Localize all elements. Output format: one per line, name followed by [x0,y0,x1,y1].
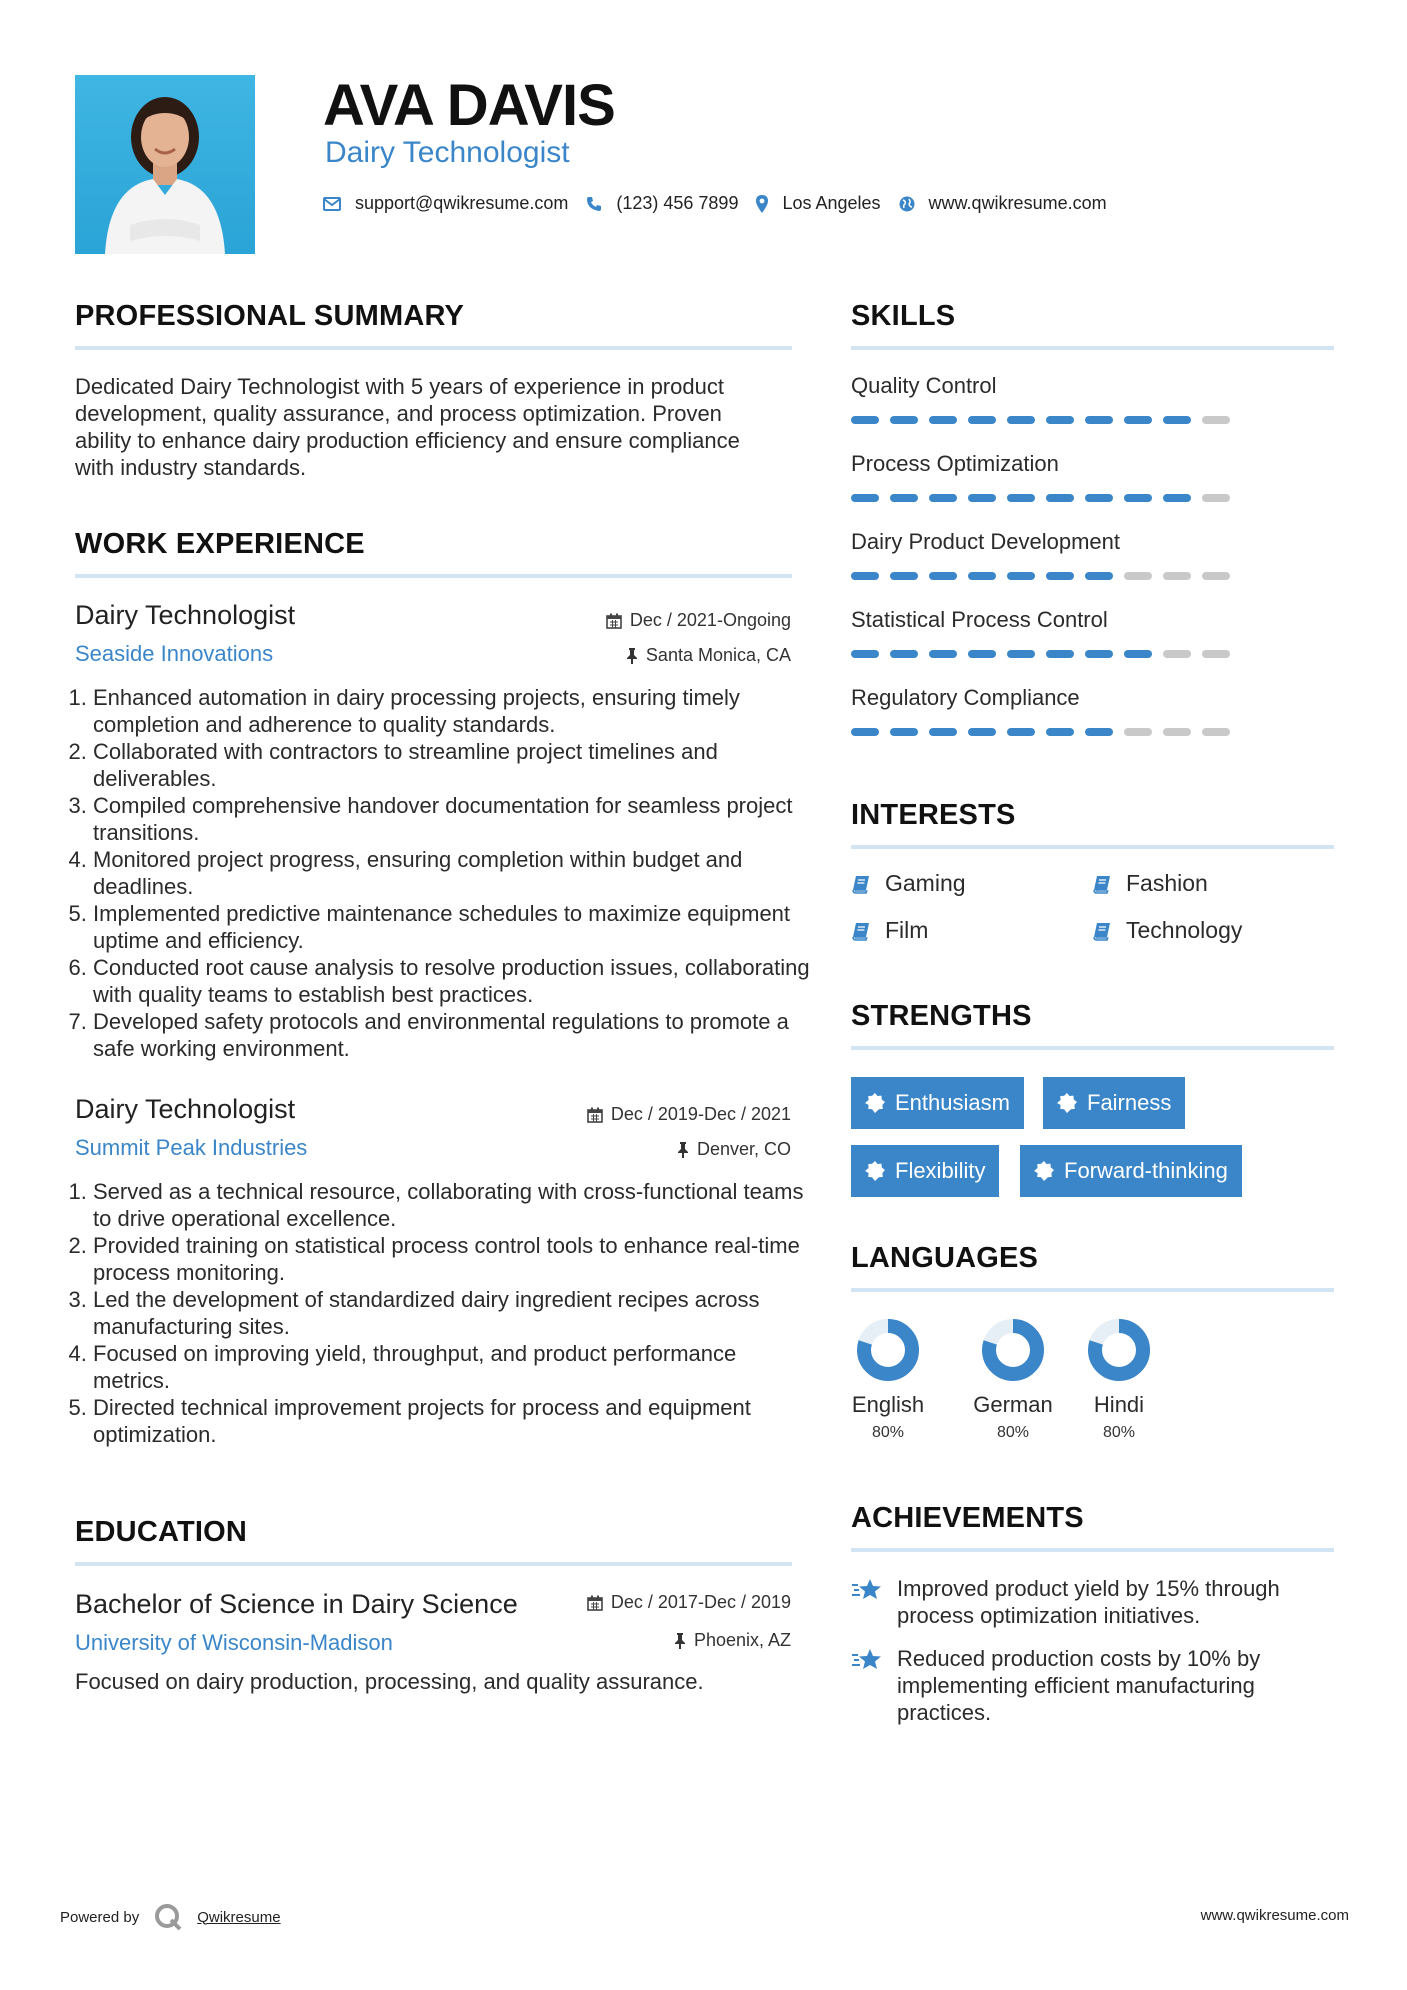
list-item: 5. Directed technical improvement projects for process and equipment optimization. [93,1394,810,1448]
skill-dash [1163,650,1191,658]
list-item: 1. Served as a technical resource, collaborating with cross-functional teams to drive operational excellence. [93,1178,810,1232]
skill-dash [1163,572,1191,580]
globe-icon [899,196,915,212]
skill-dash [968,572,996,580]
skill-item [851,607,1334,685]
skill-dash [1046,494,1074,502]
skill-meter [851,416,1334,424]
skill-dash [1085,494,1113,502]
languages-divider [851,1288,1334,1292]
contact-phone[interactable]: (123) 456 7899 [616,193,739,213]
strengths-heading: STRENGTHS [851,1000,1032,1032]
summary-line: with industry standards. [75,455,307,480]
skill-dash [1046,650,1074,658]
education-divider [75,1562,792,1566]
interest-item [1092,917,1242,944]
skill-dash [1046,416,1074,424]
skill-dash [890,494,918,502]
list-item: 3. Compiled comprehensive handover documentation for seamless project transitions. [93,792,810,846]
summary-line: development, quality assurance, and process optimization. Proven [75,401,722,426]
contact-location: Los Angeles [782,193,881,213]
job-bullets [75,1178,810,1448]
skill-dash [1007,650,1035,658]
achievement-item [851,1575,1334,1629]
skill-dash [1085,728,1113,736]
achievement-line: Improved product yield by 15% through [897,1576,1280,1601]
language-ring [981,1318,1045,1382]
email-icon [323,197,341,211]
skill-label: Process Optimization [851,451,1059,476]
star-award-icon [851,1577,883,1603]
achievement-line: implementing efficient manufacturing [897,1673,1255,1698]
job-location [626,645,791,666]
achievement-text [897,1645,1260,1726]
skill-label: Regulatory Compliance [851,685,1080,710]
skill-dash [1007,416,1035,424]
strength-tag [1020,1145,1242,1197]
strength-tag [1043,1077,1185,1129]
skill-dash [1202,728,1230,736]
interest-item [1092,870,1208,897]
skill-dash [851,728,879,736]
achievements-divider [851,1548,1334,1552]
candidate-title: Dairy Technologist [325,136,570,169]
list-item: 1. Enhanced automation in dairy processing projects, ensuring timely completion and adherence to quality standards. [93,684,810,738]
job-title: Dairy Technologist [75,600,296,630]
skill-item [851,373,1334,451]
languages-heading: LANGUAGES [851,1242,1039,1274]
skill-meter [851,650,1334,658]
education-degree: Bachelor of Science in Dairy Science [75,1589,518,1619]
profile-photo [75,75,255,254]
skill-dash [1124,494,1152,502]
skills-heading: SKILLS [851,300,956,332]
interest-label: Film [885,917,929,943]
language-item [851,1318,925,1442]
language-percent: 80% [996,1424,1030,1441]
education-dates-text: Dec / 2017-Dec / 2019 [610,1592,791,1612]
person-portrait-icon [75,75,255,254]
skill-label: Dairy Product Development [851,529,1121,554]
job-bullets [75,684,810,1062]
skill-dash [890,650,918,658]
skill-dash [1202,650,1230,658]
location-pin-icon [756,195,768,213]
list-item: 6. Conducted root cause analysis to resolve production issues, collaborating with quality teams to establish best practices. [93,954,810,1008]
badge-icon [1057,1093,1077,1113]
skill-dash [968,650,996,658]
language-item [1088,1318,1150,1442]
skill-dash [968,416,996,424]
education-heading: EDUCATION [75,1516,248,1548]
footer-website[interactable]: www.qwikresume.com [1200,1907,1349,1924]
job-company: Summit Peak Industries [75,1135,308,1160]
contact-bar [323,193,1107,214]
list-item: 2. Provided training on statistical process control tools to enhance real-time process monitoring. [93,1232,810,1286]
skill-dash [929,572,957,580]
language-name: German [973,1392,1053,1417]
language-name: English [851,1392,925,1417]
strengths-divider [851,1046,1334,1050]
job-dates-text: Dec / 2019-Dec / 2021 [610,1104,791,1124]
language-ring [856,1318,920,1382]
skill-dash [1085,650,1113,658]
education-dates [587,1592,791,1613]
skill-dash [1163,416,1191,424]
summary-divider [75,346,792,350]
skill-dash [1085,416,1113,424]
language-item [971,1318,1055,1442]
job-dates [606,610,791,631]
list-item: 4. Monitored project progress, ensuring completion within budget and deadlines. [93,846,810,900]
interest-item [851,917,928,944]
footer-powered-by [60,1902,281,1932]
skill-dash [890,728,918,736]
book-icon [1092,921,1112,941]
interest-item [851,870,966,897]
skill-dash [1124,728,1152,736]
achievement-line: process optimization initiatives. [897,1603,1201,1628]
skill-dash [1007,494,1035,502]
skill-meter [851,494,1334,502]
book-icon [1092,874,1112,894]
skill-dash [851,416,879,424]
skill-dash [890,416,918,424]
badge-icon [1034,1161,1054,1181]
interests-heading: INTERESTS [851,799,1016,831]
achievement-line: Reduced production costs by 10% by [897,1646,1261,1671]
pushpin-icon [674,1633,686,1649]
skill-dash [929,494,957,502]
skill-dash [1007,572,1035,580]
list-item: 2. Collaborated with contractors to streamline project timelines and deliverables. [93,738,810,792]
summary-text [75,373,792,481]
interest-label: Technology [1126,917,1243,943]
calendar-icon [587,1595,603,1611]
powered-by-label: Powered by [60,1908,140,1926]
brand-link[interactable]: Qwikresume [197,1908,281,1926]
phone-icon [586,196,602,212]
skill-dash [1202,494,1230,502]
job-dates-text: Dec / 2021-Ongoing [629,610,791,630]
strength-tag [851,1077,1024,1129]
skill-meter [851,572,1334,580]
skills-divider [851,346,1334,350]
list-item: 5. Implemented predictive maintenance schedules to maximize equipment uptime and efficiency. [93,900,810,954]
book-icon [851,874,871,894]
job-title: Dairy Technologist [75,1094,296,1124]
language-ring [1087,1318,1151,1382]
candidate-name: AVA DAVIS [323,73,615,138]
star-award-icon [851,1647,883,1673]
education-school: University of Wisconsin-Madison [75,1630,393,1655]
skill-label: Quality Control [851,373,997,398]
strength-label: Flexibility [895,1158,986,1183]
skill-dash [1202,416,1230,424]
strength-label: Fairness [1087,1090,1172,1115]
skill-label: Statistical Process Control [851,607,1108,632]
summary-heading: PROFESSIONAL SUMMARY [75,300,465,332]
skill-dash [1046,728,1074,736]
skill-meter [851,728,1334,736]
calendar-icon [587,1107,603,1123]
list-item: 7. Developed safety protocols and environmental regulations to promote a safe working environment. [93,1008,810,1062]
language-name: Hindi [1093,1392,1145,1417]
interest-label: Fashion [1126,870,1208,896]
skill-item [851,685,1334,763]
achievement-item [851,1645,1334,1726]
job-location [677,1139,791,1160]
skill-dash [851,650,879,658]
skill-dash [1163,728,1191,736]
skill-dash [1007,728,1035,736]
book-icon [851,921,871,941]
skill-item [851,529,1334,607]
strength-label: Enthusiasm [895,1090,1010,1115]
list-item: 4. Focused on improving yield, throughput, and product performance metrics. [93,1340,810,1394]
skill-dash [968,494,996,502]
contact-email[interactable]: support@qwikresume.com [355,193,569,213]
skills-list [851,373,1334,763]
strength-label: Forward-thinking [1064,1158,1228,1183]
skill-dash [1046,572,1074,580]
skill-dash [1124,416,1152,424]
job-dates [587,1104,791,1125]
experience-divider [75,574,792,578]
achievement-line: practices. [897,1700,992,1725]
strength-tag [851,1145,999,1197]
achievements-heading: ACHIEVEMENTS [851,1502,1084,1534]
contact-website[interactable]: www.qwikresume.com [928,193,1107,213]
skill-dash [1085,572,1113,580]
job-location-text: Denver, CO [696,1139,791,1159]
summary-line: Dedicated Dairy Technologist with 5 years of experience in product [75,374,724,399]
job-company: Seaside Innovations [75,641,274,666]
job-location-text: Santa Monica, CA [645,645,791,665]
education-location [674,1630,791,1651]
badge-icon [865,1093,885,1113]
pushpin-icon [677,1142,689,1158]
language-percent: 80% [871,1424,905,1441]
skill-dash [1124,650,1152,658]
language-percent: 80% [1102,1424,1136,1441]
education-location-text: Phoenix, AZ [693,1630,791,1650]
interests-divider [851,845,1334,849]
list-item: 3. Led the development of standardized dairy ingredient recipes across manufacturing sites. [93,1286,810,1340]
skill-dash [851,494,879,502]
education-description: Focused on dairy production, processing, and quality assurance. [75,1669,704,1694]
calendar-icon [606,613,622,629]
badge-icon [865,1161,885,1181]
skill-dash [890,572,918,580]
skill-dash [1124,572,1152,580]
qwikresume-logo-icon [153,1902,183,1932]
experience-heading: WORK EXPERIENCE [75,528,365,560]
skill-dash [929,650,957,658]
achievement-text [897,1575,1280,1629]
summary-line: ability to enhance dairy production efficiency and ensure compliance [75,428,740,453]
skill-dash [929,416,957,424]
skill-dash [968,728,996,736]
skill-dash [1163,494,1191,502]
skill-dash [929,728,957,736]
interest-label: Gaming [885,870,966,896]
skill-item [851,451,1334,529]
skill-dash [1202,572,1230,580]
skill-dash [851,572,879,580]
pushpin-icon [626,648,638,664]
